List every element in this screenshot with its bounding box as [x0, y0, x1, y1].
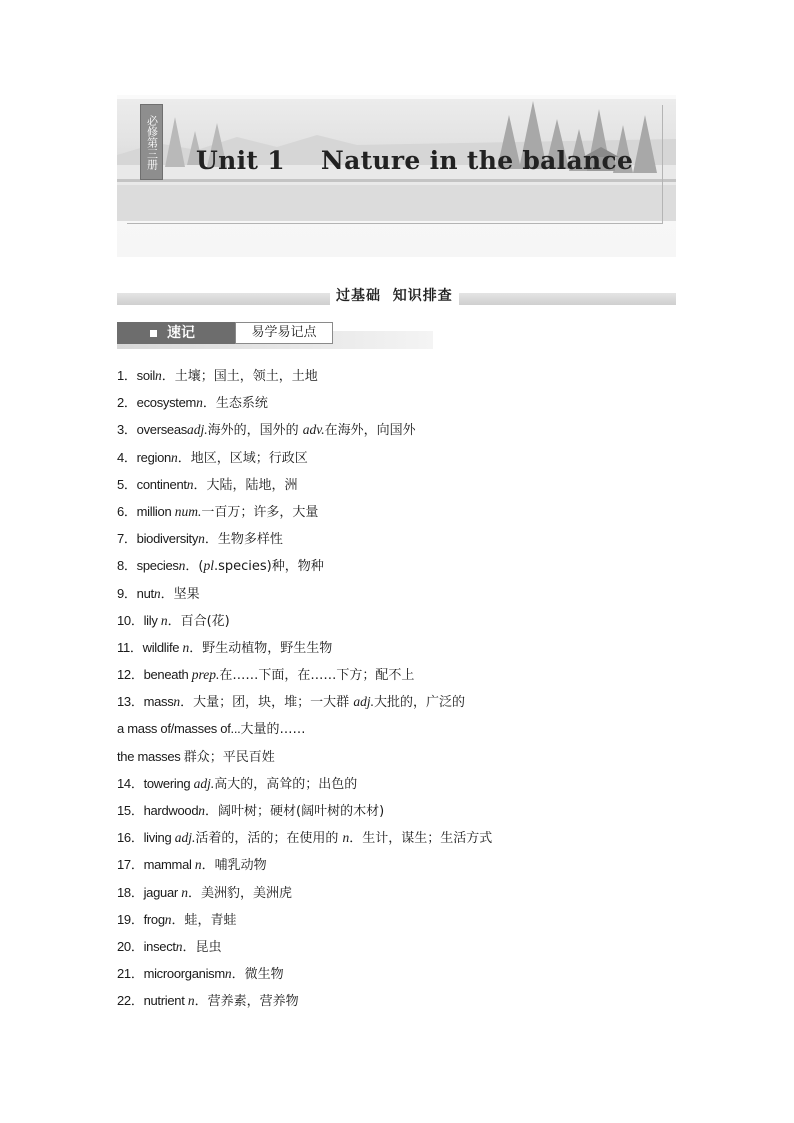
vocab-item — [117, 444, 677, 471]
part-of-speech: n — [198, 531, 205, 547]
part-of-speech: n — [186, 476, 194, 492]
vocab-item — [117, 824, 677, 851]
vocab-meaning-secondary: ．生计，谋生；生活方式 — [349, 831, 493, 847]
part-of-speech: n — [164, 911, 172, 927]
vocab-meaning: ．土壤；国土，领土，土地 — [161, 369, 318, 384]
vocab-meaning: 一百万；许多，大量 — [201, 504, 319, 520]
vocab-meaning: ．美洲豹，美洲虎 — [187, 885, 292, 901]
vocab-item — [117, 906, 677, 933]
vocab-item — [117, 960, 677, 987]
vocab-item — [117, 580, 677, 607]
vocab-meaning: ．蛙，青蛙 — [171, 912, 237, 928]
vocab-word: mammal — [143, 857, 195, 873]
vocab-word: region — [136, 449, 171, 465]
vocab-word: hardwood — [143, 803, 199, 818]
vocab-word: continent — [136, 476, 187, 492]
vocab-meaning: ．大陆，陆地，洲 — [193, 477, 298, 493]
vocab-number: 17． — [117, 857, 144, 873]
vocab-number: 10． — [117, 612, 144, 628]
part-of-speech: num. — [174, 503, 202, 519]
vocab-item — [117, 552, 677, 579]
vocab-word: biodiversity — [136, 531, 199, 547]
vocab-meaning-secondary: 在海外，向国外 — [324, 423, 416, 439]
part-of-speech: n — [178, 558, 186, 574]
vocab-item — [117, 362, 677, 389]
vocab-number: 5． — [117, 476, 137, 492]
vocab-item — [117, 851, 677, 878]
vocab-number: 7． — [117, 531, 137, 547]
vocab-word: mass — [143, 694, 174, 710]
vocab-word: towering — [143, 775, 194, 791]
vocab-item — [117, 607, 677, 634]
vocab-item — [117, 416, 677, 443]
vocab-item — [117, 879, 677, 906]
part-of-speech: adj. — [187, 422, 208, 438]
vocab-meaning: ．哺乳动物 — [201, 858, 267, 874]
vocab-word: overseas — [136, 422, 187, 438]
vocab-number: 14． — [117, 775, 144, 791]
vocab-number: 12． — [117, 667, 144, 683]
vocab-meaning-secondary: .species)种，物种 — [213, 559, 324, 575]
vocab-item — [117, 743, 677, 770]
vocab-number: 8． — [117, 558, 137, 574]
vocab-number: 2． — [117, 395, 137, 411]
vocab-item — [117, 661, 677, 688]
vocab-word: nut — [136, 585, 154, 601]
vocab-word: microorganism — [143, 966, 225, 982]
vocab-word: a mass of/masses of... — [117, 721, 241, 737]
vocab-word: ecosystem — [136, 395, 197, 411]
vocab-number: 19． — [117, 911, 144, 927]
sub-label-secondary: 易学易记点 — [235, 322, 333, 344]
part-of-speech: prep. — [191, 667, 220, 683]
vocab-item — [117, 471, 677, 498]
square-bullet-icon — [150, 330, 157, 337]
vocab-meaning: ．地区，区域；行政区 — [177, 450, 308, 466]
part-of-speech: adj. — [174, 830, 196, 846]
vocab-meaning: ．野生动植物，野生生物 — [189, 640, 333, 656]
vocab-item — [117, 498, 677, 525]
vocab-meaning: 在……下面，在……下方；配不上 — [219, 668, 415, 684]
part-of-speech: n — [170, 449, 178, 465]
volume-tag: 必修第三册 — [140, 104, 163, 180]
part-of-speech: n — [182, 639, 190, 655]
vocab-number: 13． — [117, 694, 144, 710]
vocab-item — [117, 389, 677, 416]
part-of-speech: n — [181, 884, 188, 900]
vocab-meaning: ．( — [185, 559, 204, 575]
part-of-speech-secondary: pl — [203, 558, 214, 574]
vocab-item — [117, 770, 677, 797]
vocab-meaning: ．生态系统 — [202, 396, 268, 412]
vocab-number: 3． — [117, 422, 137, 438]
vocab-number: 22． — [117, 993, 144, 1009]
part-of-speech-secondary: n — [342, 830, 350, 846]
vocab-number: 4． — [117, 449, 137, 465]
vocab-word: species — [136, 558, 179, 574]
vocab-meaning: ．百合(花) — [167, 613, 230, 629]
part-of-speech: n — [198, 803, 206, 818]
part-of-speech: n — [173, 694, 181, 710]
vocab-meaning: ．阔叶树；硬材(阔叶树的木材) — [205, 804, 385, 819]
vocab-word: the masses — [117, 748, 184, 764]
vocab-word: beneath — [143, 667, 192, 683]
vocab-item — [117, 525, 677, 552]
part-of-speech: n — [196, 395, 203, 411]
sub-label-primary — [117, 322, 235, 344]
vocab-number: 6． — [117, 503, 137, 519]
part-of-speech: n — [175, 938, 183, 954]
vocab-meaning: ．微生物 — [231, 967, 284, 983]
vocab-number: 9． — [117, 585, 137, 601]
vocab-meaning: ．坚果 — [160, 586, 200, 602]
vocab-word: insect — [143, 938, 176, 954]
vocab-meaning: 海外的，国外的 — [207, 423, 303, 439]
unit-banner — [117, 95, 676, 257]
vocab-number: 21． — [117, 966, 144, 982]
vocab-word: jaguar — [143, 884, 182, 900]
vocab-meaning: 高大的，高耸的；出色的 — [214, 776, 358, 792]
vocab-number: 15． — [117, 803, 144, 818]
part-of-speech-secondary: adj. — [353, 694, 374, 710]
vocab-meaning: ．大量；团，块，堆；一大群 — [180, 695, 354, 711]
vocab-meaning: ．昆虫 — [182, 939, 222, 955]
sub-label-primary-text: 速记 — [167, 325, 195, 341]
part-of-speech: n — [154, 368, 162, 383]
vocab-item — [117, 715, 677, 742]
vocab-number: 20． — [117, 938, 144, 954]
vocab-word: nutrient — [143, 993, 188, 1009]
vocab-number: 1． — [117, 368, 137, 383]
vocab-meaning: ．营养素，营养物 — [194, 994, 299, 1010]
vocab-number: 16． — [117, 830, 144, 846]
vocab-meaning: 活着的，活的；在使用的 — [195, 831, 343, 847]
vocab-number: 18． — [117, 884, 144, 900]
vocab-item — [117, 797, 677, 824]
part-of-speech: n — [224, 966, 232, 982]
unit-title: Unit 1 Nature in the balance — [196, 146, 634, 175]
vocab-item — [117, 987, 677, 1014]
vocab-word: wildlife — [142, 639, 183, 655]
vocab-meaning-secondary: 大批的，广泛的 — [373, 695, 465, 711]
part-of-speech: n — [160, 612, 168, 628]
vocab-item — [117, 933, 677, 960]
vocab-word: lily — [143, 612, 161, 628]
part-of-speech-secondary: adv. — [302, 422, 325, 438]
part-of-speech: n — [187, 993, 195, 1009]
vocab-item — [117, 688, 677, 715]
vocab-word: living — [143, 830, 175, 846]
vocab-number: 11． — [117, 639, 143, 655]
part-of-speech: adj. — [193, 775, 215, 791]
part-of-speech: n — [194, 857, 202, 873]
vocab-meaning: 群众；平民百姓 — [183, 749, 275, 765]
vocab-meaning: 大量的…… — [240, 722, 306, 738]
vocab-item — [117, 634, 677, 661]
vocabulary-list — [117, 362, 677, 1015]
vocab-word: soil — [136, 368, 155, 383]
vocab-meaning: ．生物多样性 — [204, 532, 283, 548]
vocab-word: frog — [143, 911, 165, 927]
part-of-speech: n — [153, 585, 161, 601]
vocab-word: million — [136, 503, 175, 519]
section-title: 过基础 知识排查 — [330, 285, 459, 307]
